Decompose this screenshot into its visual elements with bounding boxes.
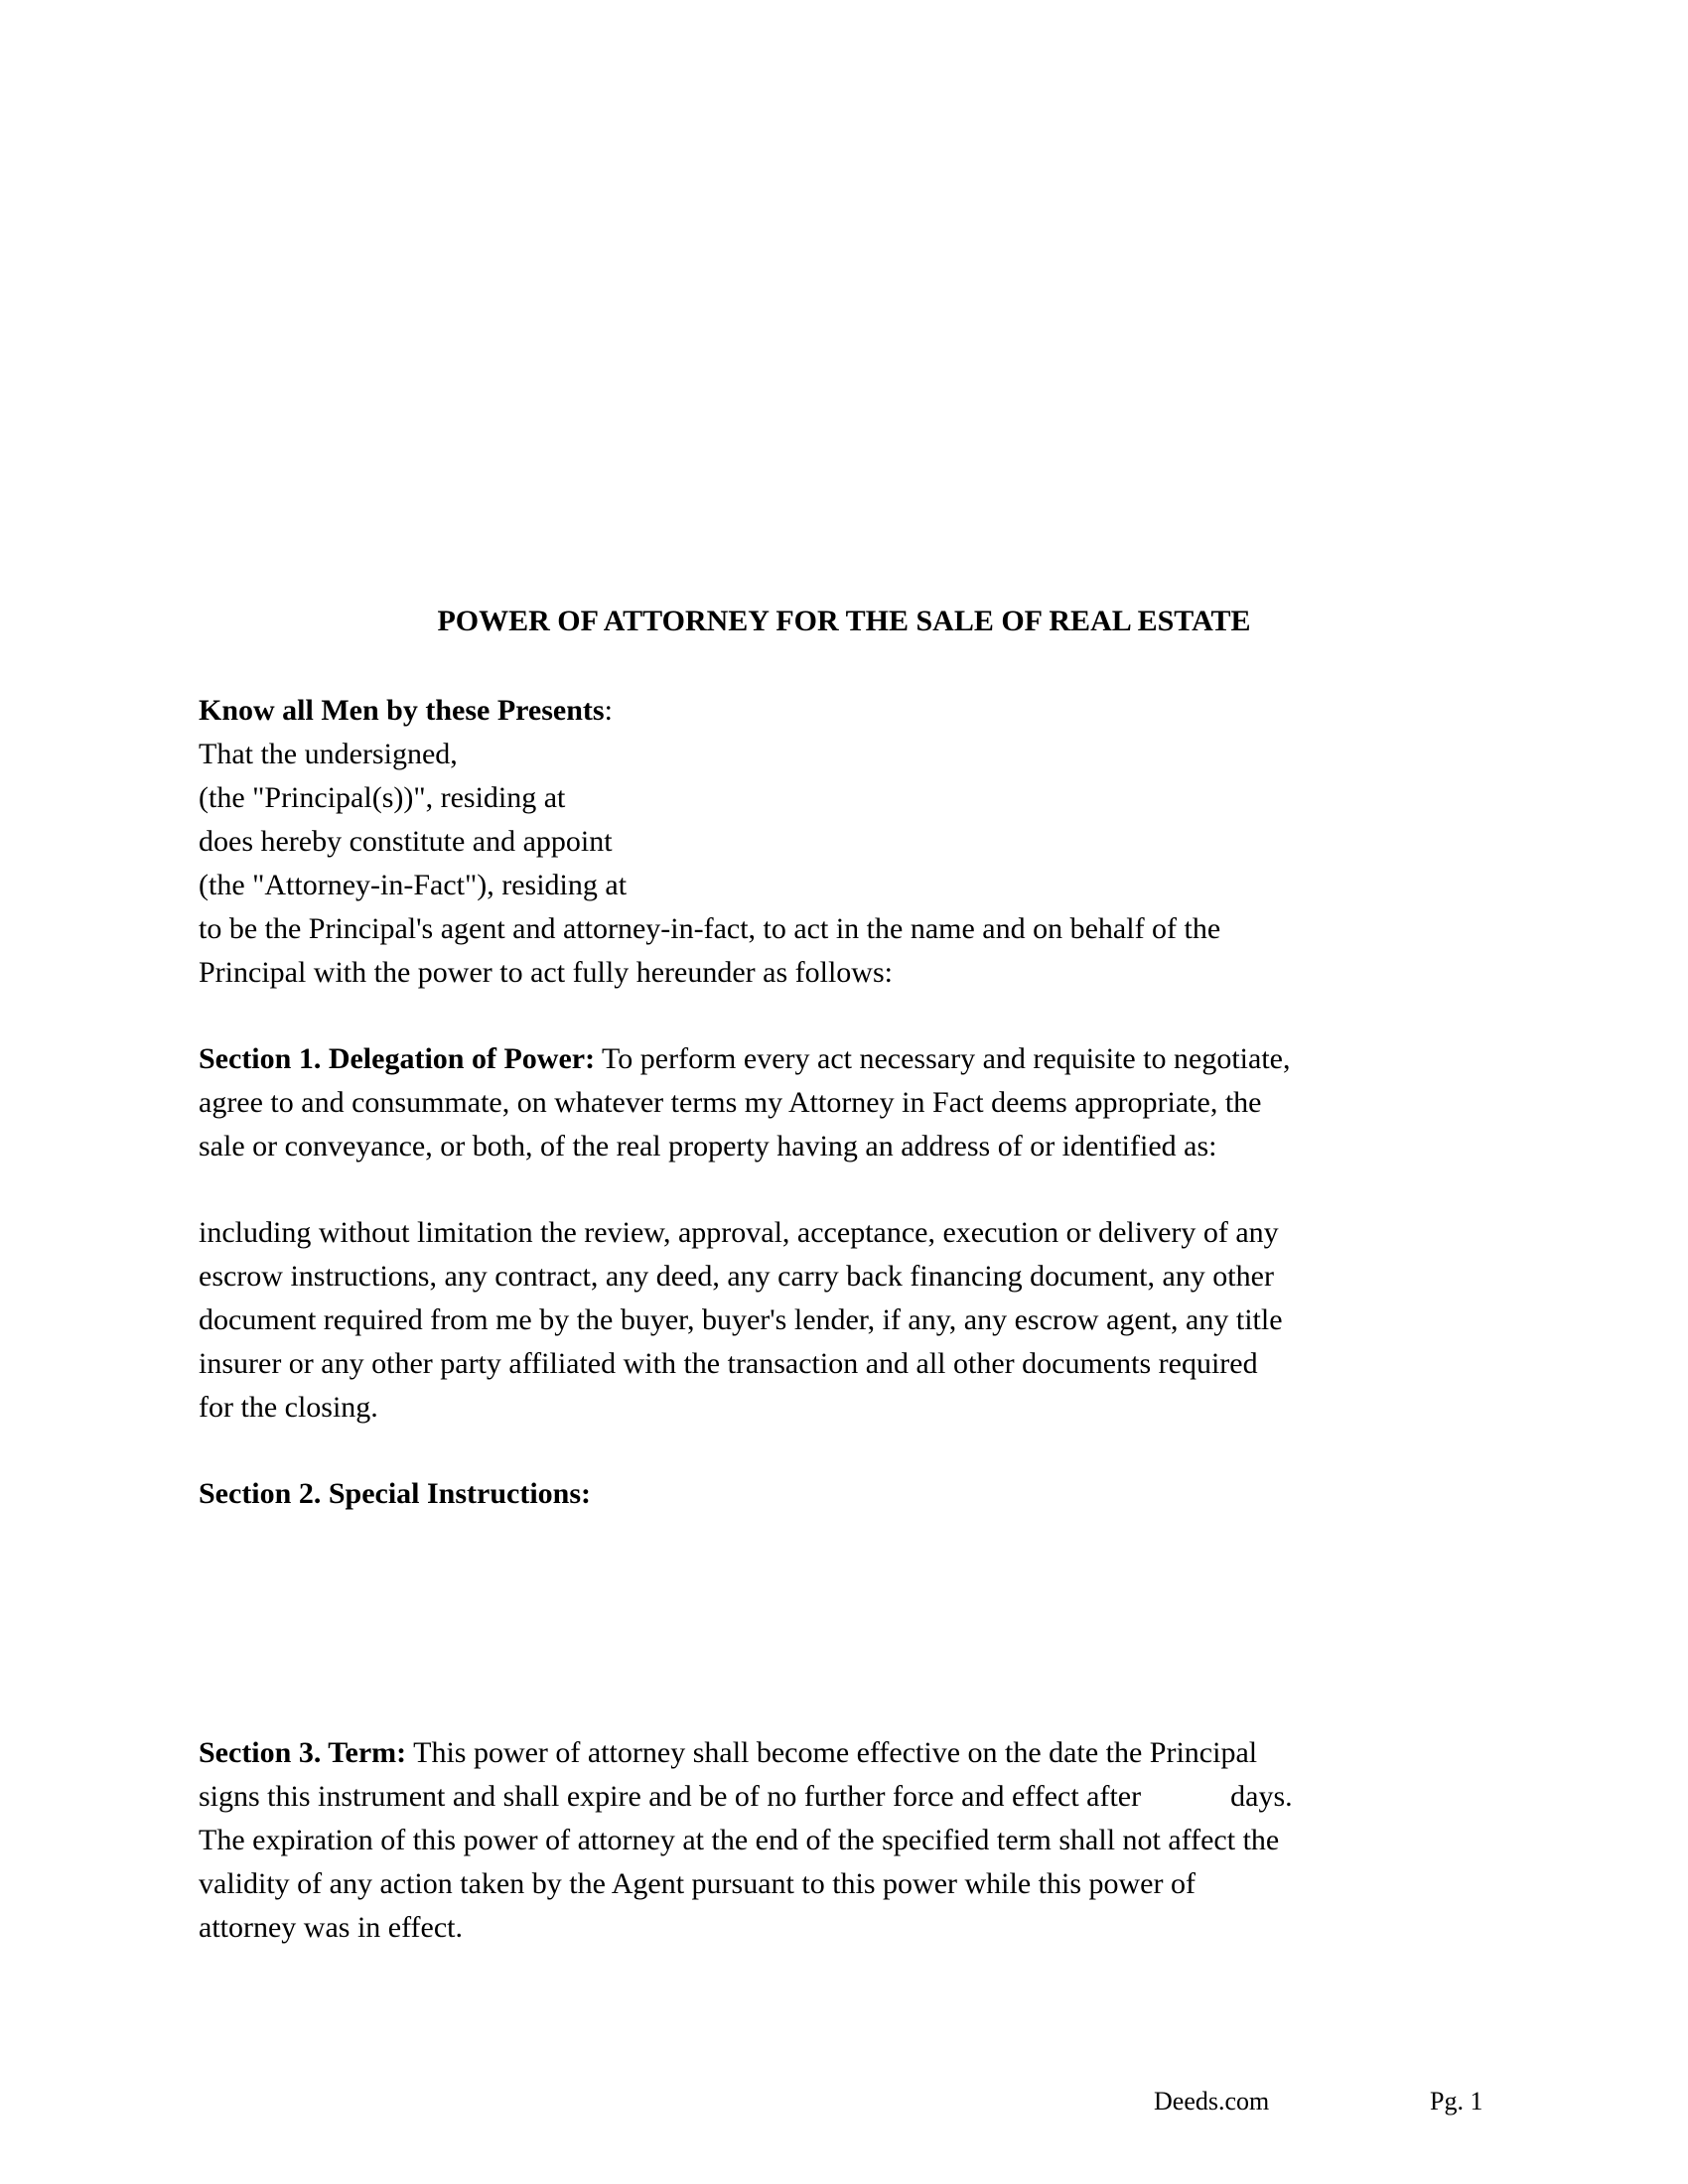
document-title: POWER OF ATTORNEY FOR THE SALE OF REAL ESTATE (437, 605, 1251, 637)
section3-second-line (199, 1777, 1293, 1817)
section1-line: agree to and consummate, on whatever terms my Attorney in Fact deems appropriate, the (199, 1086, 1262, 1119)
footer-site: Deeds.com (1154, 2087, 1270, 2116)
intro-line: (the "Principal(s))", residing at (199, 781, 566, 814)
section3-heading: Section 3. Term: (199, 1736, 407, 1769)
intro-line: to be the Principal's agent and attorney-in-fact, to act in the name and on behalf of the (199, 912, 1221, 945)
section3-line1-text: This power of attorney shall become effective on the date the Principal (406, 1736, 1258, 1769)
section1-paragraph2-line: for the closing. (199, 1391, 378, 1424)
section2-heading: Section 2. Special Instructions: (199, 1477, 592, 1510)
section1-paragraph2-line: including without limitation the review, approval, acceptance, execution or delivery of any (199, 1216, 1279, 1249)
section1-first-line (199, 1039, 1290, 1079)
intro-line: Principal with the power to act fully hereunder as follows: (199, 956, 893, 989)
section3-line: The expiration of this power of attorney at the end of the specified term shall not affect the (199, 1824, 1280, 1856)
intro-line: (the "Attorney-in-Fact"), residing at (199, 869, 628, 901)
section1-paragraph2-line: escrow instructions, any contract, any deed, any carry back financing document, any other (199, 1260, 1274, 1293)
section1-line: sale or conveyance, or both, of the real property having an address of or identified as: (199, 1130, 1217, 1162)
section3-line: attorney was in effect. (199, 1911, 464, 1944)
section1-paragraph2-line: insurer or any other party affiliated with the transaction and all other documents required (199, 1347, 1258, 1380)
section3-line: validity of any action taken by the Agent pursuant to this power while this power of (199, 1867, 1196, 1900)
section1-paragraph2-line: document required from me by the buyer, buyer's lender, if any, any escrow agent, any title (199, 1303, 1283, 1336)
intro-heading-line (199, 691, 613, 731)
section3-line2-text: signs this instrument and shall expire and be of no further force and effect after (199, 1780, 1142, 1813)
intro-line: does hereby constitute and appoint (199, 825, 613, 858)
section3-line2-suffix: days. (1230, 1780, 1293, 1813)
intro-heading: Know all Men by these Presents (199, 694, 605, 727)
section1-line1-text: To perform every act necessary and requisite to negotiate, (595, 1042, 1291, 1075)
footer-page-number: Pg. 1 (1430, 2087, 1483, 2116)
intro-line: That the undersigned, (199, 738, 458, 770)
section1-heading: Section 1. Delegation of Power: (199, 1042, 596, 1075)
intro-heading-colon: : (604, 694, 613, 727)
section3-first-line (199, 1733, 1257, 1773)
